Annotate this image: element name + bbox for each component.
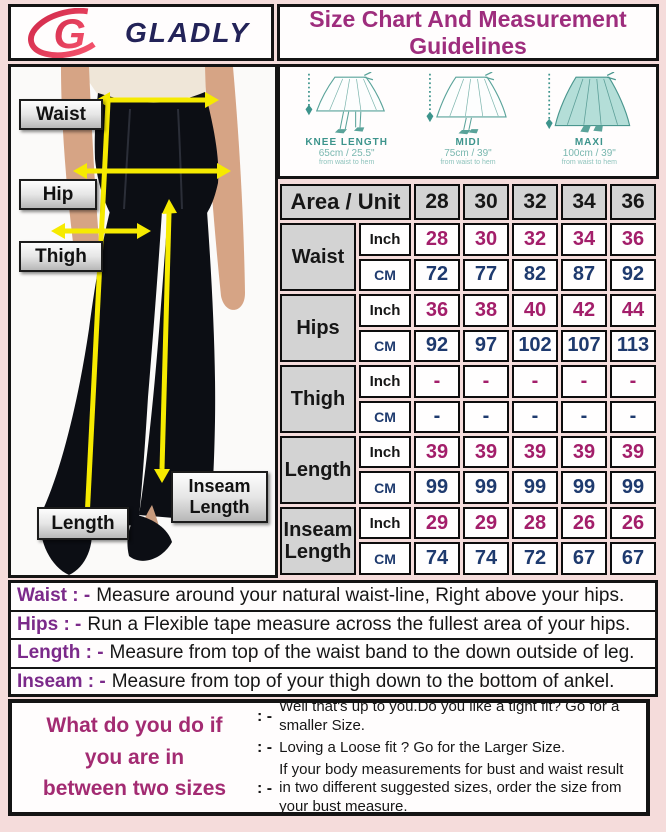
instruction-length xyxy=(11,640,655,669)
instruction-text: Run a Flexible tape measure across the fullest area of your hips. xyxy=(87,613,631,635)
cell-value: 39 xyxy=(610,436,656,468)
size-header: 36 xyxy=(610,184,656,220)
size-header: 34 xyxy=(561,184,607,220)
cell-value: - xyxy=(561,401,607,433)
cell-value: 67 xyxy=(610,542,656,575)
instruction-text: Measure around your natural waist-line, Right above your hips. xyxy=(96,585,625,607)
question-line: What do you do if xyxy=(46,714,223,738)
cell-value: 72 xyxy=(414,259,460,291)
cell-value: 29 xyxy=(463,507,509,539)
cell-value: 99 xyxy=(610,471,656,503)
cell-value: 36 xyxy=(610,223,656,255)
cell-value: 87 xyxy=(561,259,607,291)
between-sizes-answers xyxy=(257,698,646,815)
instruction-text: Measure from top of your thigh down to the bottom of ankel. xyxy=(111,670,615,692)
cell-value: 97 xyxy=(463,330,509,362)
unit-label: Inch xyxy=(359,436,411,468)
cell-value: 74 xyxy=(414,542,460,575)
midi-skirt-icon xyxy=(409,72,527,136)
cell-value: 99 xyxy=(561,471,607,503)
brand-name: GLADLY xyxy=(125,16,251,48)
between-sizes-question xyxy=(12,703,257,812)
answer-text: Loving a Loose fit ? Go for the Larger Size. xyxy=(279,738,566,756)
cell-value: - xyxy=(512,365,558,397)
cell-value: 77 xyxy=(463,259,509,291)
answer-text: Well that's up to you.Do you like a tight fit? Go for a smaller Size. xyxy=(279,698,620,734)
size-header: 30 xyxy=(463,184,509,220)
cell-value: 28 xyxy=(512,507,558,539)
cell-value: 30 xyxy=(463,223,509,255)
instruction-hips xyxy=(11,612,655,641)
figure-label-waist: Waist xyxy=(19,99,103,130)
question-line: between two sizes xyxy=(42,777,227,801)
figure-label-length: Length xyxy=(37,507,129,540)
svg-text:G: G xyxy=(53,9,86,57)
skirt-name: MAXI xyxy=(574,137,604,148)
skirt-name: MIDI xyxy=(455,137,481,148)
cell-value: 39 xyxy=(512,436,558,468)
cell-value: 74 xyxy=(463,542,509,575)
figure-label-hip: Hip xyxy=(19,179,97,210)
measurement-figure xyxy=(8,64,278,578)
size-header: 28 xyxy=(414,184,460,220)
table-header-row xyxy=(280,184,656,220)
figure-label-thigh: Thigh xyxy=(19,241,103,272)
cell-value: 102 xyxy=(512,330,558,362)
cell-value: 42 xyxy=(561,294,607,326)
cell-value: 92 xyxy=(414,330,460,362)
unit-label: CM xyxy=(359,471,411,503)
title-panel xyxy=(277,4,659,61)
answer-item xyxy=(257,739,638,758)
answer-item xyxy=(257,698,638,736)
between-sizes-panel xyxy=(8,699,650,816)
question-line: you are in xyxy=(84,745,185,769)
area-label-length: Length xyxy=(280,436,356,504)
cell-value: - xyxy=(463,401,509,433)
area-label-inseam-length: Inseam Length xyxy=(280,507,356,575)
skirt-length-value: 75cm / 39" xyxy=(444,148,492,159)
cell-value: 36 xyxy=(414,294,460,326)
cell-value: 29 xyxy=(414,507,460,539)
figure-label-inseam-length: Inseam Length xyxy=(171,471,268,523)
cell-value: 113 xyxy=(610,330,656,362)
skirt-note: from waist to hem xyxy=(319,159,375,166)
cell-value: 67 xyxy=(561,542,607,575)
cell-value: - xyxy=(610,365,656,397)
skirt-length-value: 100cm / 39" xyxy=(562,148,616,159)
cell-value: 34 xyxy=(561,223,607,255)
cell-value: 107 xyxy=(561,330,607,362)
unit-label: Inch xyxy=(359,294,411,326)
cell-value: 99 xyxy=(512,471,558,503)
area-label-waist: Waist xyxy=(280,223,356,291)
cell-value: 39 xyxy=(463,436,509,468)
cell-value: - xyxy=(610,401,656,433)
cell-value: 44 xyxy=(610,294,656,326)
cell-value: 82 xyxy=(512,259,558,291)
cell-value: 39 xyxy=(561,436,607,468)
instruction-text: Measure from top of the waist band to the down outside of leg. xyxy=(109,642,635,664)
cell-value: 38 xyxy=(463,294,509,326)
page-title: Size Chart And Measurement Guidelines xyxy=(309,6,627,59)
cell-value: 40 xyxy=(512,294,558,326)
skirt-note: from waist to hem xyxy=(561,159,617,166)
cell-value: 39 xyxy=(414,436,460,468)
skirt-length-guide xyxy=(277,64,659,179)
cell-value: 32 xyxy=(512,223,558,255)
knee-length-skirt-icon xyxy=(288,72,406,136)
skirt-length-value: 65cm / 25.5" xyxy=(318,148,375,159)
answer-item xyxy=(257,761,638,817)
area-unit-header: Area / Unit xyxy=(280,184,411,220)
table-row xyxy=(280,436,656,468)
table-row xyxy=(280,294,656,326)
cell-value: 28 xyxy=(414,223,460,255)
skirt-note: from waist to hem xyxy=(440,159,496,166)
cell-value: - xyxy=(414,365,460,397)
cell-value: 99 xyxy=(414,471,460,503)
cell-value: 99 xyxy=(463,471,509,503)
table-row xyxy=(280,223,656,255)
instruction-label: Hips : - xyxy=(17,613,82,635)
table-row xyxy=(280,365,656,397)
answer-marker: : - xyxy=(257,739,273,757)
brand-logo xyxy=(8,4,274,61)
instruction-inseam xyxy=(11,669,655,696)
cell-value: - xyxy=(463,365,509,397)
skirt-fig-knee-length xyxy=(286,70,407,173)
unit-label: Inch xyxy=(359,365,411,397)
size-header: 32 xyxy=(512,184,558,220)
answer-marker: : - xyxy=(257,708,273,725)
cell-value: - xyxy=(414,401,460,433)
answer-marker: : - xyxy=(257,779,273,797)
cell-value: - xyxy=(561,365,607,397)
unit-label: CM xyxy=(359,330,411,362)
cell-value: - xyxy=(512,401,558,433)
area-label-hips: Hips xyxy=(280,294,356,362)
skirt-fig-maxi xyxy=(529,70,650,173)
maxi-skirt-icon xyxy=(530,72,648,136)
cell-value: 26 xyxy=(561,507,607,539)
unit-label: Inch xyxy=(359,223,411,255)
area-label-thigh: Thigh xyxy=(280,365,356,433)
unit-label: CM xyxy=(359,259,411,291)
instruction-waist xyxy=(11,583,655,612)
skirt-name: KNEE LENGTH xyxy=(305,137,388,148)
table-row xyxy=(280,507,656,539)
cell-value: 72 xyxy=(512,542,558,575)
cell-value: 92 xyxy=(610,259,656,291)
gladly-logo-icon xyxy=(23,8,119,58)
unit-label: Inch xyxy=(359,507,411,539)
size-chart-table xyxy=(277,181,659,578)
instruction-label: Waist : - xyxy=(17,585,91,607)
skirt-fig-midi xyxy=(407,70,528,173)
cell-value: 26 xyxy=(610,507,656,539)
instruction-label: Inseam : - xyxy=(17,670,106,692)
instruction-label: Length : - xyxy=(17,642,104,664)
measurement-instructions xyxy=(8,580,658,697)
unit-label: CM xyxy=(359,542,411,575)
unit-label: CM xyxy=(359,401,411,433)
answer-text: If your body measurements for bust and waist result in two different suggested sizes, order the size from your bust measure. xyxy=(279,760,624,815)
